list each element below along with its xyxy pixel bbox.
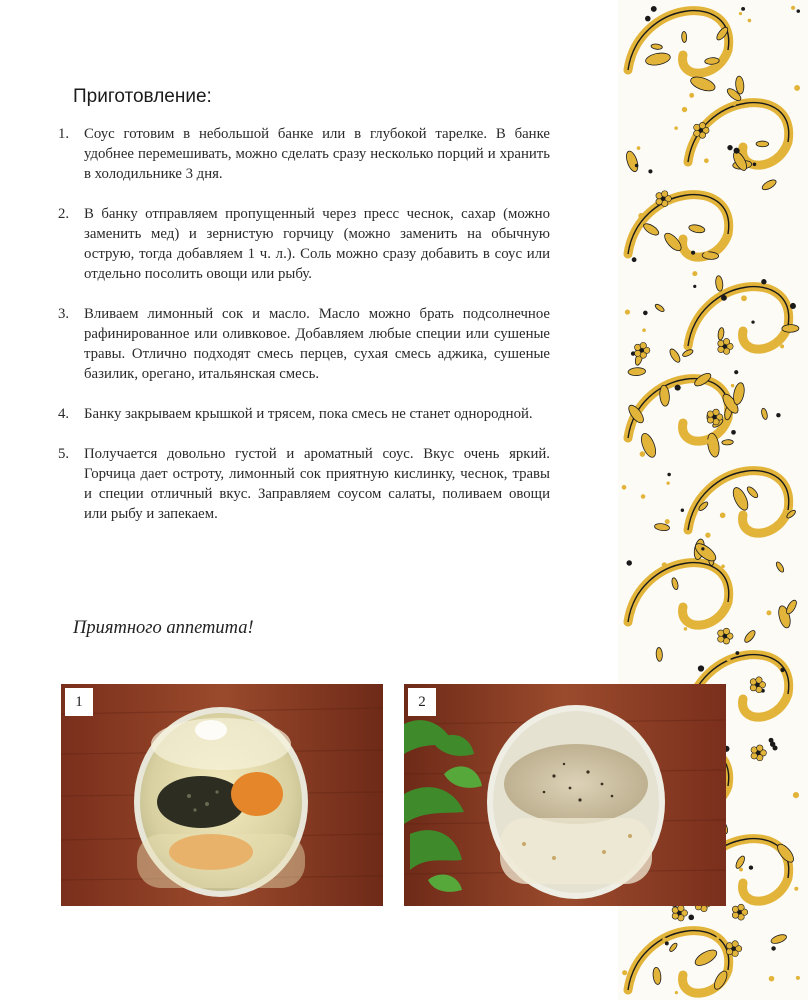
ornament-dot (684, 627, 687, 630)
ornament-dot (721, 295, 727, 301)
ornament-leaf (645, 51, 672, 67)
ornament-dot (771, 946, 775, 950)
ornament-dot (769, 976, 775, 982)
ornament-leaf (761, 178, 778, 192)
photo-number-badge: 1 (65, 688, 93, 716)
ornament-flower-center (712, 415, 716, 419)
ornament-flower-petal (662, 191, 668, 197)
ornament-dot (632, 257, 637, 262)
ornament-leaf (624, 150, 640, 173)
ornament-flower-center (755, 683, 759, 687)
ornament-dot (691, 251, 695, 255)
ornament-dot (748, 19, 752, 23)
ornament-leaf (654, 303, 665, 313)
ornament-flower-center (723, 634, 727, 638)
step-item (58, 124, 550, 184)
step-item (58, 444, 550, 524)
ornament-flower-petal (678, 905, 684, 911)
ornament-flower-petal (640, 342, 646, 348)
ornament-dot (739, 12, 742, 15)
ornament-dot (761, 279, 766, 284)
ornament-dot (741, 7, 745, 11)
ornament-dot (704, 158, 709, 163)
ornament-leaf (717, 327, 724, 340)
step-number: 5. (58, 446, 70, 462)
ornament-dot (637, 146, 641, 150)
step-number: 2. (58, 206, 70, 222)
ornament-dot (753, 162, 757, 166)
ornament-leaf (734, 855, 746, 870)
ornament-curl (628, 563, 729, 626)
ornament-leaf (756, 141, 769, 147)
step-item (58, 204, 550, 284)
ornament-flower-center (737, 910, 741, 914)
ornament-leaf (770, 933, 788, 945)
ornament-dot (693, 285, 696, 288)
ornament-leaf (668, 347, 682, 363)
step-text: Получается довольно густой и ароматный соус. Вкус очень яркий. Горчица дает остроту, лимонный сок приятную кислинку, чеснок, травы и специи отличный вкус. Заправляем соусом салаты, поливаем овощи или рыбу и запекаем. (84, 446, 550, 522)
closing-phrase: Приятного аппетита! (73, 618, 254, 638)
ornament-leaf (642, 222, 661, 238)
ornament-dot (662, 937, 666, 941)
ornament-dot (749, 865, 753, 869)
ornament-leaf (656, 647, 663, 661)
ornament-dot (667, 473, 670, 476)
ornament-dot (701, 547, 704, 550)
ornament-flower-center (699, 128, 703, 132)
step-text: Вливаем лимонный сок и масло. Масло можно брать подсолнечное рафинированное или оливковое. Добавляем любые специи или сушеные травы. Отлично подходят смесь перцев, сухая смесь аджика, сушеные базилик, орегано, итальянская смесь. (84, 306, 550, 382)
jar-with-spices-image (61, 684, 383, 906)
ornament-leaf (688, 224, 705, 234)
ornament-dot (731, 430, 736, 435)
ornament-dot (627, 560, 632, 565)
photo-number-badge: 2 (408, 688, 436, 716)
ornament-dot (635, 164, 639, 168)
ornament-dot (716, 936, 719, 939)
ornament-leaf (693, 947, 719, 969)
ornament-flower-center (723, 344, 727, 348)
ornament-leaf (681, 31, 687, 42)
ornament-flower-petal (713, 409, 719, 415)
ornament-flower-petal (723, 628, 729, 634)
step-text: Банку закрываем крышкой и трясем, пока смесь не станет однородной. (84, 406, 533, 422)
ornament-flower-center (640, 348, 644, 352)
ornament-dot (794, 85, 800, 91)
step-text: В банку отправляем пропущенный через пресс чеснок, сахар (можно заменить мед) и зернистую горчицу (можно заменить на обычную острую, тогда добавляем 1 ч. л.). Соль можно сразу добавить в соус или отдельно посолить овощи или рыбу. (84, 206, 550, 282)
ornament-dot (642, 328, 646, 332)
ornament-leaf (652, 967, 662, 985)
ornament-dot (688, 915, 694, 921)
ornament-dot (776, 413, 780, 417)
ornament-dot (790, 303, 796, 309)
ornament-dot (674, 126, 678, 130)
ornament-dot (791, 6, 795, 10)
ornament-leaf (671, 577, 679, 590)
ornament-curl (688, 287, 789, 350)
ornament-leaf (722, 439, 734, 445)
ornament-leaf (775, 561, 785, 573)
step-number: 4. (58, 406, 70, 422)
ornament-flower-center (677, 911, 681, 915)
ornament-flower-center (756, 751, 760, 755)
ornament-flower-center (731, 946, 735, 950)
ornament-leaf (668, 942, 678, 953)
ornament-dot (733, 103, 736, 106)
ornament-dot (704, 251, 710, 257)
step-number: 1. (58, 126, 70, 142)
ornament-flower-petal (699, 122, 705, 128)
ornament-flower-petal (757, 745, 763, 751)
ornament-dot (739, 868, 743, 872)
ornament-dot (648, 169, 652, 173)
photo-step-2 (404, 684, 726, 906)
ornament-dot (735, 651, 739, 655)
photo-step-1 (61, 684, 383, 906)
ornament-dot (705, 532, 710, 537)
ornament-leaf (743, 629, 757, 644)
ornament-dot (625, 247, 629, 251)
ornament-dot (651, 6, 657, 12)
ornament-dot (675, 385, 681, 391)
ornament-dot (734, 370, 738, 374)
ornament-dot (643, 311, 648, 316)
ornament-dot (662, 562, 667, 567)
ornament-dot (689, 93, 694, 98)
ornament-dot (675, 991, 678, 994)
ornament-flower-petal (756, 677, 762, 683)
ornament-dot (741, 295, 747, 301)
ornament-dot (622, 970, 627, 975)
ornament-flower-center (661, 196, 665, 200)
ornament-dot (622, 485, 627, 490)
ornament-dot (641, 494, 646, 499)
ornament-dot (638, 213, 644, 219)
ornament-dot (666, 481, 669, 484)
ornament-dot (681, 509, 684, 512)
ornament-flower-petal (738, 904, 744, 910)
ornament-leaf (746, 485, 760, 499)
ornament-dot (734, 395, 740, 401)
ornament-dot (793, 792, 799, 798)
ornament-dot (751, 320, 754, 323)
section-title: Приготовление: (73, 86, 212, 107)
ornament-curl (628, 931, 729, 994)
ornament-leaf (651, 43, 663, 50)
ornament-dot (640, 451, 646, 457)
ornament-dot (731, 384, 734, 387)
ornament-leaf (628, 367, 646, 376)
ornament-dot (780, 344, 784, 348)
ornament-dot (698, 665, 704, 671)
ornament-dot (770, 742, 775, 747)
ornament-dot (797, 9, 801, 13)
ornament-dot (665, 941, 669, 945)
ornament-dot (726, 657, 731, 662)
ornament-dot (796, 976, 800, 980)
ornament-dot (665, 519, 670, 524)
ornament-leaf (782, 324, 799, 332)
ornament-dot (682, 107, 687, 112)
ornament-dot (686, 252, 690, 256)
ornament-dot (794, 887, 798, 891)
ornament-dot (734, 148, 740, 154)
ornament-dot (767, 610, 772, 615)
ornament-dot (692, 271, 697, 276)
ornament-dot (625, 309, 630, 314)
step-text: Соус готовим в небольшой банке или в глубокой тарелке. В банке удобнее перемешивать, можно сделать сразу несколько порций и хранить в холодильнике 3 дня. (84, 126, 550, 182)
ornament-dot (720, 512, 726, 518)
ornament-dot (721, 565, 725, 569)
ornament-dot (705, 439, 709, 443)
ornament-flower-petal (723, 338, 729, 344)
steps-list (58, 124, 550, 544)
ornament-dot (645, 16, 651, 22)
jar-with-sauce-image (404, 684, 726, 906)
ornament-dot (727, 145, 732, 150)
ornament-leaf (761, 408, 769, 420)
ornament-leaf (785, 599, 799, 616)
ornament-dot (780, 668, 784, 672)
ornament-flower-petal (732, 941, 738, 947)
step-item (58, 404, 550, 424)
ornament-leaf (715, 275, 724, 291)
step-number: 3. (58, 306, 70, 322)
step-item (58, 304, 550, 384)
